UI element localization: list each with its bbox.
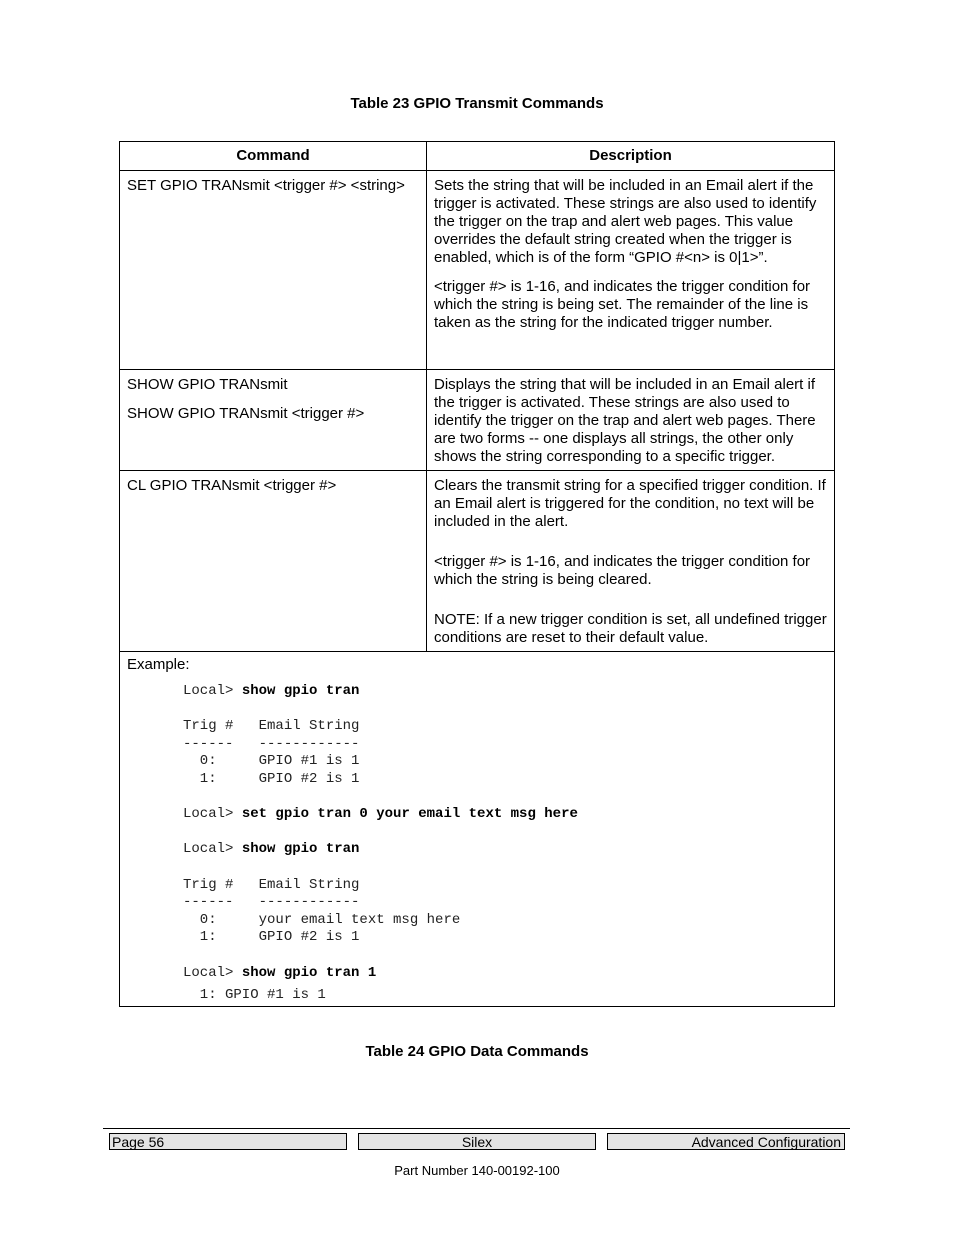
command-cell (120, 370, 427, 471)
code-line: 1: GPIO #2 is 1 (183, 929, 360, 946)
table-header-row (120, 142, 835, 171)
example-row (120, 652, 835, 1007)
command-text: SET GPIO TRANsmit <trigger #> <string> (127, 177, 405, 194)
description-paragraph: Displays the string that will be included in an Email alert if the trigger is activated. These strings are also used to identify the trigger on the trap and alert web pages. There are two forms -- one displays all strings, the other only shows the string corresponding to a specific trigger. (434, 376, 816, 465)
description-paragraph: <trigger #> is 1-16, and indicates the trigger condition for which the string is being cleared. (434, 553, 811, 588)
prompt: Local> (183, 683, 242, 699)
command-text: SHOW GPIO TRANsmit <trigger #> (127, 405, 365, 422)
prompt: Local> (183, 964, 242, 981)
table-24-caption: Table 24 GPIO Data Commands (365, 1043, 589, 1060)
command-text: SHOW GPIO TRANsmit (127, 376, 288, 393)
gpio-transmit-commands-table (119, 141, 835, 1007)
command-input: show gpio tran (241, 683, 360, 699)
command-text: CL GPIO TRANsmit <trigger #> (127, 477, 337, 494)
footer-page-number: Page 56 (109, 1133, 347, 1150)
code-line: ------ ------------ (183, 735, 360, 752)
code-line (183, 840, 827, 858)
code-line (183, 682, 827, 700)
table-row (120, 171, 835, 370)
description-paragraph: Sets the string that will be included in an Email alert if the trigger is activated. These strings are also used to identify the trigger on the trap and alert web pages. This value overrides the default string created when the trigger is enabled, which is of the form “GPIO #<n> is 0|1>”. (434, 177, 817, 266)
prompt: Local> (183, 806, 242, 823)
code-line (183, 805, 827, 823)
description-paragraph: NOTE: If a new trigger condition is set, all undefined trigger conditions are reset to their default value. (434, 611, 827, 646)
code-line: Trig # Email String (183, 718, 360, 735)
code-line: ------ ------------ (183, 894, 360, 911)
command-input: show gpio tran 1 (241, 964, 377, 981)
example-cell (120, 652, 835, 1007)
description-paragraph: <trigger #> is 1-16, and indicates the trigger condition for which the string is being set. The remainder of the line is taken as the string for the indicated trigger number. (434, 278, 811, 331)
description-paragraph: Clears the transmit string for a specified trigger condition. If an Email alert is triggered for the condition, no text will be included in the alert. (434, 477, 826, 530)
code-line: Trig # Email String (183, 876, 360, 893)
code-line: 0: GPIO #1 is 1 (183, 753, 360, 770)
footer-section: Advanced Configuration (607, 1133, 845, 1150)
description-column-header: Description (427, 142, 835, 171)
prompt: Local> (183, 841, 242, 858)
description-cell (427, 471, 835, 652)
code-line: 0: your email text msg here (183, 911, 461, 928)
example-code-block (183, 682, 827, 1004)
code-line (183, 964, 827, 982)
command-column-header: Command (120, 142, 427, 171)
command-cell (120, 471, 427, 652)
code-line: 1: GPIO #2 is 1 (183, 770, 360, 787)
footer-divider (103, 1128, 850, 1129)
table-row (120, 370, 835, 471)
command-input: set gpio tran 0 your email text msg here (241, 806, 578, 823)
table-23-caption: Table 23 GPIO Transmit Commands (350, 95, 604, 112)
example-label: Example: (127, 656, 190, 673)
command-cell (120, 171, 427, 370)
command-input: show gpio tran (241, 841, 360, 858)
footer-company: Silex (358, 1133, 596, 1150)
description-cell (427, 370, 835, 471)
table-row (120, 471, 835, 652)
code-line: 1: GPIO #1 is 1 (183, 987, 326, 1004)
part-number: Part Number 140-00192-100 (394, 1163, 560, 1178)
description-cell (427, 171, 835, 370)
